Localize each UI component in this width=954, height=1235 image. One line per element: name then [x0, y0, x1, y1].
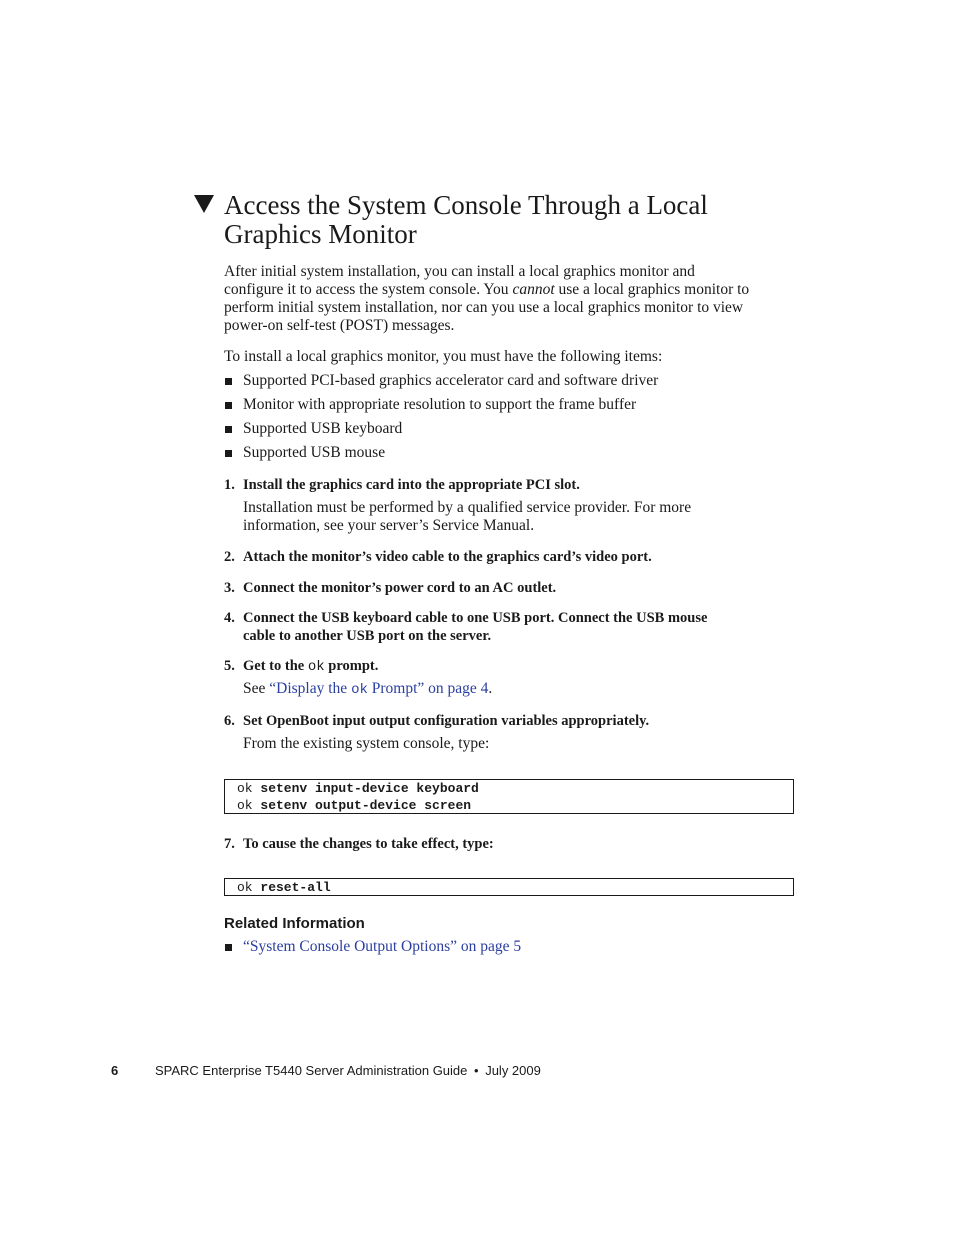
footer-date: July 2009: [485, 1063, 541, 1078]
code-prompt: ok: [237, 781, 261, 796]
intro-line-2-start: configure it to access the system console. You: [224, 281, 513, 298]
step-2-number: 2.: [224, 549, 235, 565]
step-1-number: 1.: [224, 477, 235, 493]
page-number: 6: [111, 1063, 119, 1078]
code-block-reset: [224, 878, 794, 896]
page-title-line-2: Graphics Monitor: [224, 219, 417, 249]
bullet-icon: [225, 944, 232, 951]
list-item: Supported PCI-based graphics accelerator card and software driver: [243, 372, 659, 389]
step-5-text-end: prompt.: [324, 658, 379, 674]
step-4-number: 4.: [224, 610, 235, 626]
step-5-text-start: Get to the: [243, 658, 308, 674]
page-title-line-1: Access the System Console Through a Local: [224, 190, 708, 220]
code-line: [225, 879, 793, 896]
code-block-setenv: [224, 779, 794, 814]
step-7-number: 7.: [224, 836, 235, 852]
intro-line-4: power-on self-test (POST) messages.: [224, 317, 455, 334]
period: .: [488, 680, 493, 697]
display-ok-prompt-link[interactable]: [269, 680, 488, 697]
step-4-text-line-1: Connect the USB keyboard cable to one USB port. Connect the USB mouse: [243, 610, 708, 626]
intro-emphasis: cannot: [512, 281, 555, 298]
step-5-number: 5.: [224, 658, 235, 674]
list-item: Supported USB mouse: [243, 444, 386, 461]
link-ok-code: ok: [351, 682, 368, 698]
items-intro: To install a local graphics monitor, you must have the following items:: [224, 348, 663, 365]
code-command: setenv input-device keyboard: [260, 781, 479, 796]
step-1-text: Install the graphics card into the appropriate PCI slot.: [243, 477, 580, 493]
list-item: Supported USB keyboard: [243, 420, 403, 437]
step-5-text: [243, 657, 378, 676]
footer-text: [155, 1063, 541, 1079]
bullet-icon: [225, 402, 232, 409]
step-2-text: Attach the monitor’s video cable to the graphics card’s video port.: [243, 549, 652, 565]
intro-line-2: [224, 281, 749, 299]
step-6-number: 6.: [224, 713, 235, 729]
bullet-icon: [225, 426, 232, 433]
ok-code: ok: [307, 659, 325, 675]
footer-title: SPARC Enterprise T5440 Server Administration Guide: [155, 1063, 468, 1078]
system-console-output-options-link[interactable]: “System Console Output Options” on page 5: [243, 938, 522, 955]
step-6-body: From the existing system console, type:: [243, 735, 490, 752]
code-line: [225, 780, 793, 797]
step-6-text: Set OpenBoot input output configuration variables appropriately.: [243, 713, 650, 729]
step-3-number: 3.: [224, 580, 235, 596]
link-text-end: Prompt” on page 4: [367, 680, 489, 697]
intro-line-1: After initial system installation, you can install a local graphics monitor and: [224, 263, 695, 280]
step-1-body-line-1: Installation must be performed by a qualified service provider. For more: [243, 499, 692, 516]
list-item: Monitor with appropriate resolution to support the frame buffer: [243, 396, 637, 413]
down-triangle-icon: [193, 193, 215, 215]
intro-line-3: perform initial system installation, nor can you use a local graphics monitor to view: [224, 299, 744, 316]
bullet-icon: [225, 378, 232, 385]
step-7-text: To cause the changes to take effect, type:: [243, 836, 494, 852]
related-information-heading: Related Information: [224, 915, 365, 932]
code-command: setenv output-device screen: [260, 798, 472, 813]
code-command: reset-all: [260, 880, 331, 895]
code-prompt: ok: [237, 798, 261, 813]
related-link-item: [243, 938, 521, 956]
step-4-text-line-2: cable to another USB port on the server.: [243, 628, 492, 644]
intro-line-2-end: use a local graphics monitor to: [554, 281, 750, 298]
bullet-icon: [225, 450, 232, 457]
code-prompt: ok: [237, 880, 261, 895]
footer-separator: •: [474, 1063, 479, 1078]
step-3-text: Connect the monitor’s power cord to an AC outlet.: [243, 580, 557, 596]
link-text-start: “Display the: [269, 680, 352, 697]
step-5-body: [243, 680, 492, 699]
see-label: See: [243, 680, 270, 697]
code-line: [225, 797, 793, 814]
step-1-body-line-2: information, see your server’s Service Manual.: [243, 517, 535, 534]
